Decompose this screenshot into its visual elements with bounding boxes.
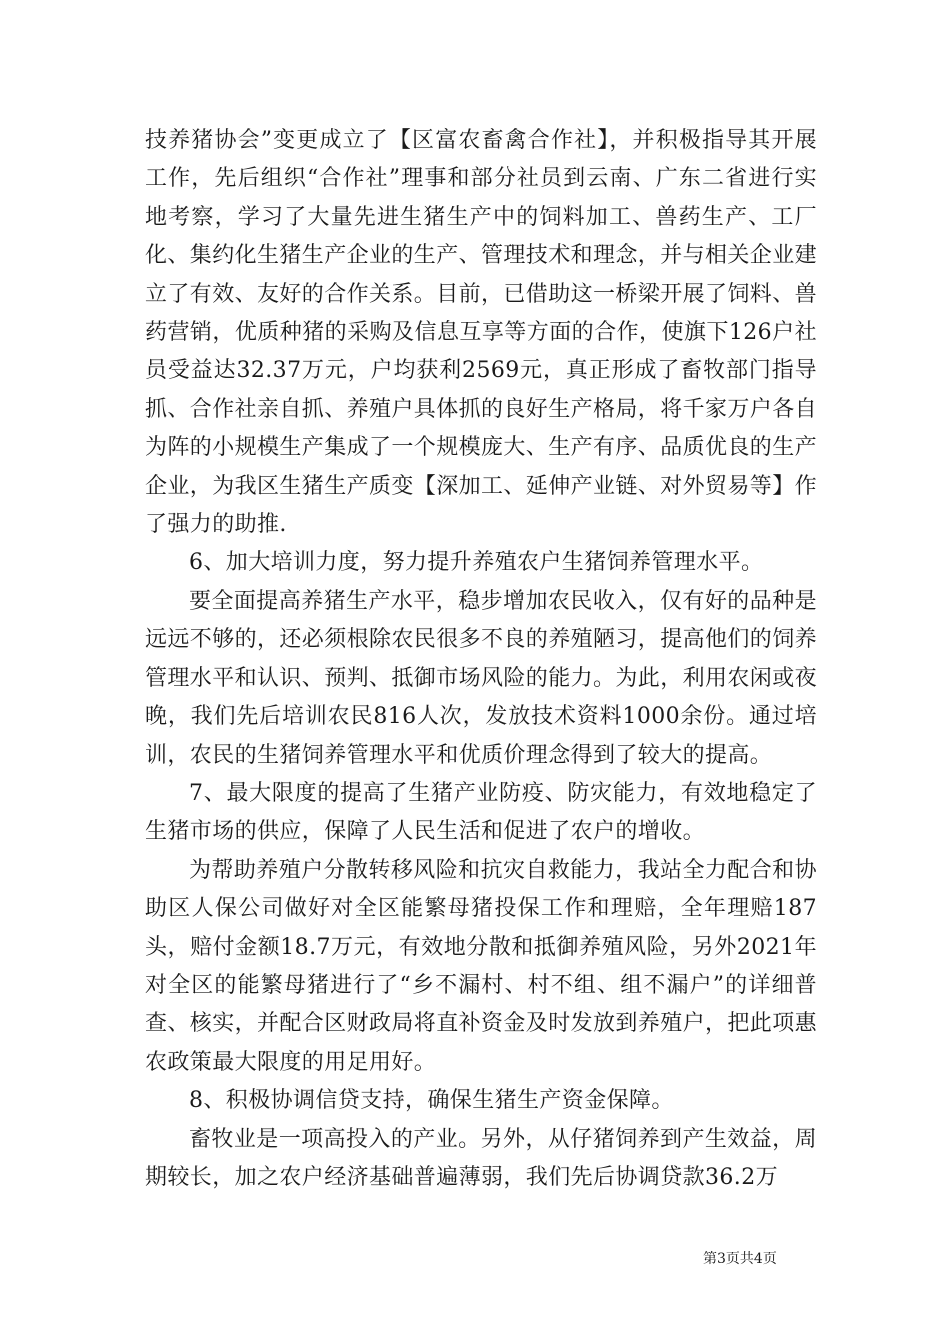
paragraph-heading-7: 7、最大限度的提高了生猪产业防疫、防灾能力，有效地稳定了生猪市场的供应，保障了人民生活和促进了农户的增收。 xyxy=(145,780,817,845)
paragraph-cooperative: 技养猪协会”变更成立了【区富农畜禽合作社】，并积极指导其开展工作，先后组织“合作社”理事和部分社员到云南、广东二省进行实地考察，学习了大量先进生猪生产中的饲料加工、兽药生产、工厂化、集约化生猪生产企业的生产、管理技术和理念，并与相关企业建立了有效、友好的合作关系。目前，已借助这一桥梁开展了饲料、兽药营销，优质种猪的采购及信息互享等方面的合作，使旗下126户社员受益达32.37万元，户均获利2569元，真正形成了畜牧部门指导抓、合作社亲自抓、养殖户具体抓的良好生产格局，将千家万户各自为阵的小规模生产集成了一个规模庞大、生产有序、品质优良的生产企业，为我区生猪生产质变【深加工、延伸产业链、对外贸易等】作了强力的助推. xyxy=(145,128,818,538)
paragraph-heading-6: 6、加大培训力度，努力提升养殖农户生猪饲养管理水平。 xyxy=(189,550,764,576)
paragraph-credit: 畜牧业是一项高投入的产业。另外，从仔猪饲养到产生效益，周期较长，加之农户经济基础普遍薄弱，我们先后协调贷款36.2万 xyxy=(145,1126,817,1190)
paragraph-training: 要全面提高养猪生产水平，稳步增加农民收入，仅有好的品种是远远不够的，还必须根除农民很多不良的养殖陋习，提高他们的饲养管理水平和认识、预判、抵御市场风险的能力。为此，利用农闲或夜晚，我们先后培训农民816人次，发放技术资料1000余份。通过培训，农民的生猪饲养管理水平和优质价理念得到了较大的提高。 xyxy=(145,588,818,768)
document-body xyxy=(145,122,817,1197)
paragraph-heading-8: 8、积极协调信贷支持，确保生猪生产资金保障。 xyxy=(189,1088,674,1114)
paragraph-insurance: 为帮助养殖户分散转移风险和抗灾自救能力，我站全力配合和协助区人保公司做好对全区能繁母猪投保工作和理赔，全年理赔187头，赔付金额18.7万元，有效地分散和抵御养殖风险，另外2021年对全区的能繁母猪进行了“乡不漏村、村不组、组不漏户”的详细普查、核实，并配合区财政局将直补资金及时发放到养殖户，把此项惠农政策最大限度的用足用好。 xyxy=(145,857,818,1075)
page-number-footer: 第3页共4页 xyxy=(703,1251,777,1267)
